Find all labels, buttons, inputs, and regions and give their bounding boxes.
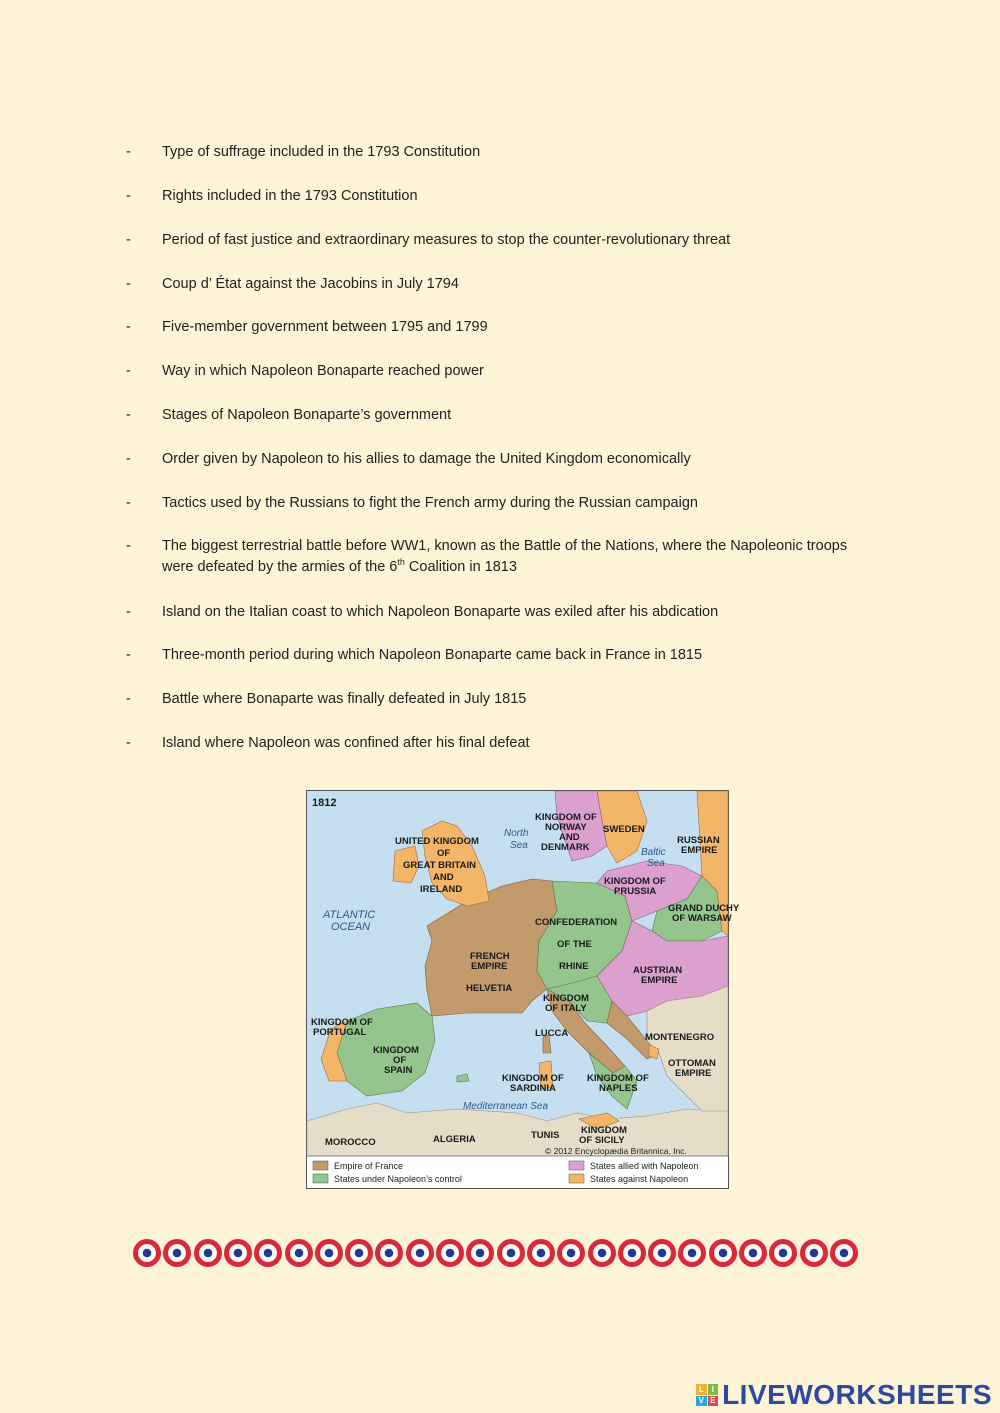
label-sicily: OF SICILY <box>579 1135 625 1146</box>
question-text: Island on the Italian coast to which Napoleon Bonaparte was exiled after his abdication <box>162 604 719 620</box>
roundel-icon <box>830 1239 858 1267</box>
roundel-icon <box>800 1239 828 1267</box>
label-russian-empire: EMPIRE <box>681 845 718 856</box>
label-uk: GREAT BRITAIN <box>403 860 477 871</box>
label-norway-denmark: NORWAY <box>545 822 587 833</box>
label-sweden: SWEDEN <box>603 824 645 835</box>
bullet-dash: - <box>126 451 131 467</box>
question-text: Period of fast justice and extraordinary measures to stop the counter-revolutionary threat <box>162 232 731 248</box>
map-svg <box>307 791 740 1188</box>
legend-swatch-controlled <box>313 1174 328 1183</box>
roundel-icon <box>133 1239 161 1267</box>
question-text <box>162 536 922 578</box>
label-portugal: PORTUGAL <box>313 1027 367 1038</box>
label-uk: OF <box>437 848 451 859</box>
label-confederation: RHINE <box>559 961 589 972</box>
ordinal-suffix: th <box>397 557 405 568</box>
europe-1812-map <box>306 790 740 1189</box>
question-text: Order given by Napoleon to his allies to damage the United Kingdom economically <box>162 451 691 467</box>
liveworksheets-logo-icon <box>696 1384 718 1406</box>
label-baltic-sea: Baltic <box>641 847 666 858</box>
label-spain: OF <box>393 1055 407 1066</box>
question-text: Way in which Napoleon Bonaparte reached power <box>162 363 484 379</box>
label-prussia: KINGDOM OF <box>604 876 666 887</box>
roundel-icon <box>254 1239 282 1267</box>
label-french-empire: FRENCH <box>470 951 510 962</box>
label-ottoman-empire: EMPIRE <box>675 1068 712 1079</box>
bullet-dash: - <box>126 604 131 620</box>
roundel-icon <box>557 1239 585 1267</box>
bullet-dash: - <box>126 647 131 663</box>
question-text: Island where Napoleon was confined after his final defeat <box>162 735 530 751</box>
roundel-icon <box>678 1239 706 1267</box>
label-kingdom-of-italy: OF ITALY <box>545 1003 587 1014</box>
bullet-dash: - <box>126 188 131 204</box>
roundel-icon <box>527 1239 555 1267</box>
label-portugal: KINGDOM OF <box>311 1017 373 1028</box>
label-spain: KINGDOM <box>373 1045 419 1056</box>
label-sicily: KINGDOM <box>581 1125 627 1136</box>
question-text: Tactics used by the Russians to fight the French army during the Russian campaign <box>162 495 698 511</box>
label-spain: SPAIN <box>384 1065 413 1076</box>
roundel-icon <box>466 1239 494 1267</box>
label-confederation: CONFEDERATION <box>535 917 618 928</box>
logo-letter: I <box>708 1384 719 1395</box>
label-naples: KINGDOM OF <box>587 1073 649 1084</box>
map-copyright: © 2012 Encyclopædia Britannica, Inc. <box>545 1146 687 1156</box>
label-norway-denmark: AND <box>559 832 580 843</box>
roundel-icon <box>406 1239 434 1267</box>
bullet-dash: - <box>126 232 131 248</box>
legend-swatch-allied <box>569 1161 584 1170</box>
roundel-icon <box>315 1239 343 1267</box>
legend-label-empire: Empire of France <box>334 1161 404 1171</box>
label-warsaw: OF WARSAW <box>672 913 732 924</box>
label-ottoman-empire: OTTOMAN <box>668 1058 716 1069</box>
roundel-icon <box>497 1239 525 1267</box>
label-montenegro: MONTENEGRO <box>645 1032 715 1043</box>
label-morocco: MOROCCO <box>325 1137 376 1148</box>
roundel-icon <box>163 1239 191 1267</box>
roundel-icon <box>285 1239 313 1267</box>
label-russian-empire: RUSSIAN <box>677 835 720 846</box>
label-atlantic-ocean: OCEAN <box>331 921 371 933</box>
bullet-dash: - <box>126 276 131 292</box>
bullet-dash: - <box>126 363 131 379</box>
question-line: were defeated by the armies of the 6 <box>162 559 398 575</box>
roundel-icon <box>709 1239 737 1267</box>
question-text: Rights included in the 1793 Constitution <box>162 188 418 204</box>
map-year: 1812 <box>312 797 337 809</box>
label-algeria: ALGERIA <box>433 1134 476 1145</box>
label-north-sea: Sea <box>510 840 528 851</box>
bullet-dash: - <box>126 691 131 707</box>
legend-label-controlled: States under Napoleon’s control <box>334 1174 462 1184</box>
label-mediterranean-sea: Mediterranean Sea <box>463 1101 549 1112</box>
label-sardinia: SARDINIA <box>510 1083 556 1094</box>
bullet-dash: - <box>126 407 131 423</box>
label-kingdom-of-italy: KINGDOM <box>543 993 589 1004</box>
label-atlantic-ocean: ATLANTIC <box>323 909 376 921</box>
label-tunis: TUNIS <box>531 1130 560 1141</box>
label-lucca: LUCCA <box>535 1028 569 1039</box>
label-warsaw: GRAND DUCHY <box>668 903 740 914</box>
liveworksheets-logo <box>696 1378 992 1412</box>
roundel-icon <box>345 1239 373 1267</box>
label-austrian-empire: EMPIRE <box>641 975 678 986</box>
roundel-icon <box>648 1239 676 1267</box>
roundel-icon <box>769 1239 797 1267</box>
bullet-dash: - <box>126 495 131 511</box>
legend-label-against: States against Napoleon <box>590 1174 689 1184</box>
bullet-dash: - <box>126 319 131 335</box>
bullet-dash: - <box>126 538 131 554</box>
label-norway-denmark: KINGDOM OF <box>535 812 597 823</box>
roundel-icon <box>436 1239 464 1267</box>
question-text: Stages of Napoleon Bonaparte’s government <box>162 407 452 423</box>
question-text: Three-month period during which Napoleon Bonaparte came back in France in 1815 <box>162 647 703 663</box>
question-text: Coup d’ État against the Jacobins in July 1794 <box>162 276 459 292</box>
label-north-sea: North <box>504 828 529 839</box>
question-line: Coalition in 1813 <box>404 559 517 575</box>
label-naples: NAPLES <box>599 1083 638 1094</box>
label-uk: AND <box>433 872 454 883</box>
roundel-icon <box>224 1239 252 1267</box>
label-norway-denmark: DENMARK <box>541 842 590 853</box>
label-austrian-empire: AUSTRIAN <box>633 965 683 976</box>
roundel-icon <box>194 1239 222 1267</box>
label-sardinia: KINGDOM OF <box>502 1073 564 1084</box>
label-prussia: PRUSSIA <box>614 886 657 897</box>
bullet-dash: - <box>126 144 131 160</box>
logo-letter: V <box>696 1396 707 1407</box>
roundel-icon <box>618 1239 646 1267</box>
roundel-icon <box>588 1239 616 1267</box>
legend-swatch-empire <box>313 1161 328 1170</box>
label-french-empire: EMPIRE <box>471 961 508 972</box>
question-text: Five-member government between 1795 and 1799 <box>162 319 488 335</box>
bullet-dash: - <box>126 735 131 751</box>
legend-label-allied: States allied with Napoleon <box>590 1161 699 1171</box>
brand-wordmark: LIVEWORKSHEETS <box>722 1379 992 1410</box>
question-line: The biggest terrestrial battle before WW1, known as the Battle of the Nations, where the Napoleonic troops <box>162 538 848 554</box>
label-baltic-sea: Sea <box>647 858 665 869</box>
logo-letter: E <box>708 1396 719 1407</box>
label-helvetia: HELVETIA <box>466 983 513 994</box>
question-text: Battle where Bonaparte was finally defeated in July 1815 <box>162 691 527 707</box>
question-text: Type of suffrage included in the 1793 Constitution <box>162 144 481 160</box>
roundel-icon <box>375 1239 403 1267</box>
label-confederation: OF THE <box>557 939 592 950</box>
logo-letter: L <box>696 1384 707 1395</box>
roundel-icon <box>739 1239 767 1267</box>
legend-swatch-against <box>569 1174 584 1183</box>
roundel-border <box>133 1239 861 1269</box>
label-uk: UNITED KINGDOM <box>395 836 479 847</box>
label-uk: IRELAND <box>420 884 463 895</box>
